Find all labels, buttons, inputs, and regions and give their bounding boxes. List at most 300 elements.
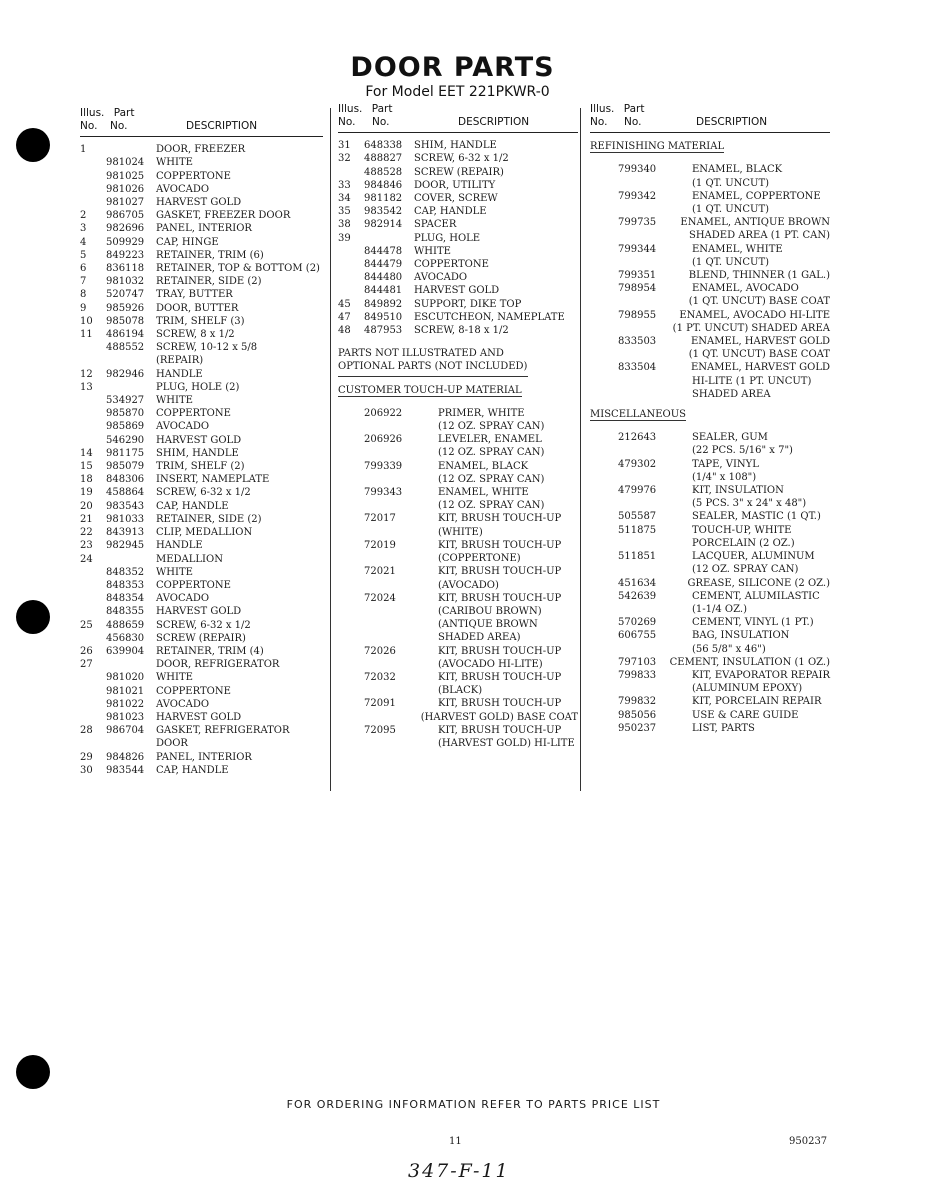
part-row [590, 348, 830, 361]
part-row [590, 471, 830, 484]
part-description: SHIM, HANDLE [156, 447, 239, 459]
part-description: HARVEST GOLD [156, 711, 242, 723]
part-number [338, 605, 438, 618]
part-description: TRIM, SHELF (3) [156, 315, 245, 327]
header-rule [590, 132, 830, 133]
part-description: SCREW (REPAIR) [156, 632, 246, 644]
part-description: PORCELAIN (2 OZ.) [692, 537, 795, 549]
part-number [590, 322, 673, 335]
part-row [338, 284, 578, 297]
header-part: Part [623, 103, 645, 115]
part-number: 985926 [106, 302, 145, 314]
part-row [590, 375, 830, 388]
part-number: 511851 [618, 551, 657, 563]
part-description: CAP, HANDLE [414, 206, 487, 218]
part-description: KIT, BRUSH TOUCH-UP [438, 566, 562, 578]
part-description: SEALER, GUM [692, 432, 768, 444]
part-description: RETAINER, TRIM (4) [156, 645, 264, 657]
part-number: 520747 [106, 289, 145, 301]
column-divider [330, 108, 331, 791]
part-number [590, 497, 692, 510]
part-number: 981033 [106, 513, 145, 525]
part-number [590, 563, 692, 576]
part-row [338, 631, 578, 644]
illus-no: 8 [80, 289, 87, 301]
part-description: KIT, BRUSH TOUCH-UP [438, 698, 562, 710]
part-number: 488552 [106, 342, 145, 354]
part-description: HARVEST GOLD [414, 285, 500, 297]
part-description: DOOR, BUTTER [156, 302, 239, 314]
part-description: MEDALLION [156, 553, 223, 565]
part-row [338, 433, 578, 446]
part-description: (12 OZ. SPRAY CAN) [692, 564, 799, 576]
part-description: PLUG, HOLE [414, 232, 481, 244]
part-number [590, 375, 692, 388]
part-description: (1-1/4 OZ.) [692, 603, 747, 615]
part-number [590, 203, 692, 216]
part-description: (WHITE) [438, 526, 483, 538]
part-number: 981020 [106, 672, 145, 684]
touchup-list [338, 407, 578, 750]
illus-no: 11 [80, 329, 93, 341]
illus-no [80, 434, 104, 447]
part-number: 799344 [618, 243, 657, 255]
part-row [338, 565, 578, 578]
part-description: LIST, PARTS [692, 722, 755, 734]
part-number: 799339 [364, 460, 403, 472]
part-number: 479302 [618, 458, 657, 470]
illus-no: 6 [80, 263, 87, 275]
illus-no: 13 [80, 381, 93, 393]
model-subtitle: For Model EET 221PKWR-0 [365, 84, 550, 100]
part-number: 981175 [106, 447, 145, 459]
part-description: RETAINER, SIDE (2) [156, 513, 262, 525]
part-row [338, 539, 578, 552]
part-row [590, 203, 830, 216]
header-illus: Illus. [590, 103, 615, 115]
part-number: 797103 [618, 656, 657, 668]
not-illustrated-note [338, 347, 528, 376]
part-description: (COPPERTONE) [438, 553, 521, 565]
illus-no: 24 [80, 553, 93, 565]
illus-no [338, 258, 362, 271]
part-row [80, 381, 323, 394]
part-description: WHITE [414, 245, 451, 257]
header-no2: No. [110, 120, 128, 132]
illus-no [80, 592, 104, 605]
part-description: ENAMEL, AVOCADO [692, 283, 799, 295]
part-number [590, 177, 692, 190]
part-row [590, 269, 830, 282]
part-number: 798955 [618, 309, 657, 321]
part-row [80, 592, 323, 605]
part-row [590, 388, 830, 401]
part-description: (12 OZ. SPRAY CAN) [438, 447, 545, 459]
part-row [338, 711, 578, 724]
part-description: TOUCH-UP, WHITE [692, 524, 792, 536]
part-row [80, 447, 323, 460]
header-description: DESCRIPTION [458, 116, 530, 128]
part-row [80, 407, 323, 420]
illus-no: 47 [338, 311, 351, 323]
part-row [338, 192, 578, 205]
part-number: 849510 [364, 311, 403, 323]
part-description: SCREW (REPAIR) [414, 166, 504, 178]
part-description: (HARVEST GOLD) BASE COAT [420, 711, 578, 723]
illus-no [338, 284, 362, 297]
part-number [338, 552, 438, 565]
part-number: 950237 [618, 722, 657, 734]
illus-no: 22 [80, 527, 93, 539]
part-number: 985078 [106, 315, 145, 327]
part-row [590, 695, 830, 708]
section-heading: MISCELLANEOUS [590, 409, 687, 421]
part-row [590, 497, 830, 510]
part-number: 844479 [364, 259, 403, 271]
part-row [80, 486, 323, 499]
part-row [590, 577, 830, 590]
part-number: 848353 [106, 579, 145, 591]
part-description: CEMENT, INSULATION (1 OZ.) [669, 656, 830, 668]
part-row [80, 275, 323, 288]
part-row [80, 632, 323, 645]
part-row [590, 722, 830, 735]
part-row [590, 590, 830, 603]
part-number: 984826 [106, 751, 145, 763]
illus-no: 25 [80, 619, 93, 631]
part-number: 986704 [106, 725, 145, 737]
section-heading: CUSTOMER TOUCH-UP MATERIAL [338, 384, 522, 396]
part-row [590, 669, 830, 682]
illus-no: 45 [338, 298, 351, 310]
part-description: ENAMEL, WHITE [438, 487, 529, 499]
illus-no [80, 632, 104, 645]
part-number: 844480 [364, 272, 403, 284]
part-number: 983543 [106, 500, 145, 512]
part-number: 487953 [364, 325, 403, 337]
part-number: 983544 [106, 764, 145, 776]
illus-no [80, 671, 104, 684]
part-row [80, 751, 323, 764]
part-row [338, 697, 578, 710]
page-title: DOOR PARTS [350, 52, 555, 83]
part-number: 799351 [618, 270, 657, 282]
part-row [590, 322, 830, 335]
part-description: ENAMEL, HARVEST GOLD [691, 362, 830, 374]
part-description: ENAMEL, BLACK [438, 460, 529, 472]
part-number: 72021 [364, 566, 396, 578]
illus-no: 10 [80, 315, 93, 327]
part-number: 799735 [618, 217, 657, 229]
part-row [80, 645, 323, 658]
part-description: COPPERTONE [414, 259, 489, 271]
part-description: TAPE, VINYL [692, 458, 759, 470]
part-row [338, 658, 578, 671]
illus-no: 14 [80, 447, 93, 459]
part-number: 985056 [618, 709, 657, 721]
part-row [338, 724, 578, 737]
part-row [80, 724, 323, 737]
part-description: (AVOCADO) [438, 579, 499, 591]
part-number: 985079 [106, 461, 145, 473]
part-number: 833503 [618, 336, 657, 348]
part-number [338, 684, 438, 697]
illus-no [338, 245, 362, 258]
part-description: DOOR [156, 738, 188, 750]
illus-no: 31 [338, 140, 351, 152]
part-number [104, 737, 156, 750]
part-description: CAP, HINGE [156, 236, 219, 248]
illus-no [80, 737, 104, 750]
part-row [80, 368, 323, 381]
illus-no: 48 [338, 325, 351, 337]
part-number: 984846 [364, 179, 403, 191]
header-no2: No. [624, 116, 642, 128]
part-number: 451634 [618, 577, 657, 589]
illus-no: 35 [338, 206, 351, 218]
header-part: Part [371, 103, 393, 115]
part-number [104, 553, 156, 566]
illus-no: 38 [338, 219, 351, 231]
part-row [338, 311, 578, 324]
parts-list [80, 143, 323, 777]
part-description: SPACER [414, 219, 457, 231]
part-row [590, 563, 830, 576]
part-description: PLUG, HOLE (2) [156, 381, 240, 393]
part-row [80, 698, 323, 711]
part-row [80, 143, 323, 156]
part-row [80, 354, 323, 367]
header-no: No. [338, 116, 356, 128]
part-row [590, 616, 830, 629]
part-row [338, 460, 578, 473]
part-number [590, 682, 692, 695]
part-row [338, 645, 578, 658]
part-description: RETAINER, TOP & BOTTOM (2) [156, 263, 320, 275]
part-row [338, 232, 578, 245]
part-description: WHITE [156, 157, 193, 169]
illus-no: 21 [80, 513, 93, 525]
part-number: 981032 [106, 276, 145, 288]
part-row [338, 486, 578, 499]
part-number: 799340 [618, 164, 657, 176]
part-number: 981025 [106, 170, 145, 182]
part-row [590, 431, 830, 444]
part-description: HARVEST GOLD [156, 606, 242, 618]
illus-no [80, 420, 104, 433]
part-number [590, 256, 692, 269]
part-row [80, 619, 323, 632]
part-number: 488827 [364, 153, 403, 165]
part-number: 212643 [618, 432, 657, 444]
illus-no: 4 [80, 236, 87, 248]
part-description: HARVEST GOLD [156, 197, 242, 209]
part-number: 72017 [364, 513, 396, 525]
misc-list [590, 431, 830, 735]
part-description: PRIMER, WHITE [438, 407, 525, 419]
part-number: 981027 [106, 197, 145, 209]
part-row [590, 550, 830, 563]
part-description: (HARVEST GOLD) HI-LITE [438, 737, 575, 749]
part-row [338, 499, 578, 512]
part-row [338, 618, 578, 631]
part-row [590, 643, 830, 656]
part-number [338, 446, 438, 459]
part-number [590, 295, 689, 308]
header-rule [80, 136, 323, 137]
part-number: 799832 [618, 696, 657, 708]
part-description: BAG, INSULATION [692, 630, 790, 642]
part-description: (CARIBOU BROWN) [438, 605, 542, 617]
part-row [338, 407, 578, 420]
part-number: 985869 [106, 421, 145, 433]
part-description: WHITE [156, 395, 193, 407]
part-row [80, 764, 323, 777]
part-row [590, 190, 830, 203]
illus-no: 1 [80, 144, 87, 156]
part-description: SCREW, 6-32 x 1/2 [414, 153, 509, 165]
part-row [80, 460, 323, 473]
part-row [80, 500, 323, 513]
part-description: LACQUER, ALUMINUM [692, 551, 815, 563]
part-row [80, 553, 323, 566]
part-description: RETAINER, TRIM (6) [156, 249, 264, 261]
part-description: TRIM, SHELF (2) [156, 461, 245, 473]
part-number [338, 420, 438, 433]
illus-no: 12 [80, 368, 93, 380]
part-description: SHADED AREA [692, 388, 771, 400]
illus-no [80, 183, 104, 196]
illus-no [338, 166, 362, 179]
header-no: No. [80, 120, 98, 132]
parts-list [338, 139, 578, 337]
part-description: SHIM, HANDLE [414, 140, 497, 152]
part-row [80, 183, 323, 196]
part-row [338, 218, 578, 231]
part-number [590, 537, 692, 550]
illus-no: 5 [80, 249, 87, 261]
part-description: KIT, BRUSH TOUCH-UP [438, 724, 562, 736]
part-row [338, 139, 578, 152]
part-description: (1 QT. UNCUT) [692, 256, 770, 268]
illus-no: 19 [80, 487, 93, 499]
part-description: SCREW, 8 x 1/2 [156, 329, 235, 341]
illus-no: 39 [338, 232, 351, 244]
part-row [80, 236, 323, 249]
illus-no: 20 [80, 500, 93, 512]
part-description: GREASE, SILICONE (2 OZ.) [687, 577, 830, 589]
part-number: 843913 [106, 527, 145, 539]
part-number: 606755 [618, 630, 657, 642]
part-description: ENAMEL, BLACK [692, 164, 783, 176]
part-row [338, 526, 578, 539]
part-description: KIT, EVAPORATOR REPAIR [691, 669, 830, 681]
part-description: COPPERTONE [156, 408, 231, 420]
part-number: 488528 [364, 166, 403, 178]
illus-no [80, 605, 104, 618]
part-row [80, 711, 323, 724]
part-description: COPPERTONE [156, 685, 231, 697]
part-row [338, 324, 578, 337]
part-row [590, 510, 830, 523]
header-part: Part [113, 107, 135, 119]
part-number [338, 737, 438, 750]
part-row [80, 394, 323, 407]
part-number: 833504 [618, 362, 657, 374]
part-number [590, 603, 692, 616]
part-description: AVOCADO [414, 272, 468, 284]
illus-no: 2 [80, 210, 87, 222]
part-row [590, 229, 830, 242]
part-number: 981023 [106, 711, 145, 723]
part-number: 982696 [106, 223, 145, 235]
illus-no [80, 698, 104, 711]
part-description: (1 QT. UNCUT) [692, 204, 770, 216]
part-row [80, 685, 323, 698]
parts-column-2 [338, 103, 578, 750]
part-description: RETAINER, SIDE (2) [156, 276, 262, 288]
part-row [590, 537, 830, 550]
illus-no: 27 [80, 659, 93, 671]
binder-hole [16, 128, 50, 162]
part-number [590, 388, 692, 401]
part-number: 488659 [106, 619, 145, 631]
part-number [338, 658, 438, 671]
note-line: OPTIONAL PARTS (NOT INCLUDED) [338, 361, 528, 373]
part-description: HANDLE [156, 540, 203, 552]
part-row [80, 249, 323, 262]
part-description: (AVOCADO HI-LITE) [438, 658, 543, 670]
part-description: AVOCADO [156, 183, 210, 195]
part-number: 981021 [106, 685, 145, 697]
part-description: SUPPORT, DIKE TOP [414, 298, 522, 310]
part-number [338, 618, 438, 631]
part-number: 486194 [106, 329, 145, 341]
illus-no: 29 [80, 751, 93, 763]
part-row [338, 579, 578, 592]
part-number [338, 579, 438, 592]
note-line: PARTS NOT ILLUSTRATED AND [338, 348, 504, 360]
part-row [338, 605, 578, 618]
part-row [80, 209, 323, 222]
part-description: (1 QT. UNCUT) [692, 177, 770, 189]
part-description: HARVEST GOLD [156, 434, 242, 446]
part-row [80, 341, 323, 354]
part-number: 546290 [106, 434, 145, 446]
part-number [338, 473, 438, 486]
illus-no: 33 [338, 179, 351, 191]
part-number: 456830 [106, 632, 145, 644]
illus-no: 30 [80, 764, 93, 776]
header-rule [338, 132, 578, 133]
part-row [590, 163, 830, 176]
part-description: CAP, HANDLE [156, 500, 229, 512]
illus-no [80, 354, 104, 367]
part-description: TRAY, BUTTER [156, 289, 233, 301]
part-description: SHADED AREA (1 PT. CAN) [688, 230, 830, 242]
part-row [80, 196, 323, 209]
part-number: 985870 [106, 408, 145, 420]
part-row [80, 262, 323, 275]
part-description: AVOCADO [156, 698, 210, 710]
part-number: 534927 [106, 395, 145, 407]
part-number: 206926 [364, 434, 403, 446]
part-number [104, 658, 156, 671]
part-row [80, 539, 323, 552]
part-number: 72091 [364, 698, 396, 710]
part-row [80, 288, 323, 301]
part-description: (1 QT. UNCUT) BASE COAT [688, 296, 830, 308]
